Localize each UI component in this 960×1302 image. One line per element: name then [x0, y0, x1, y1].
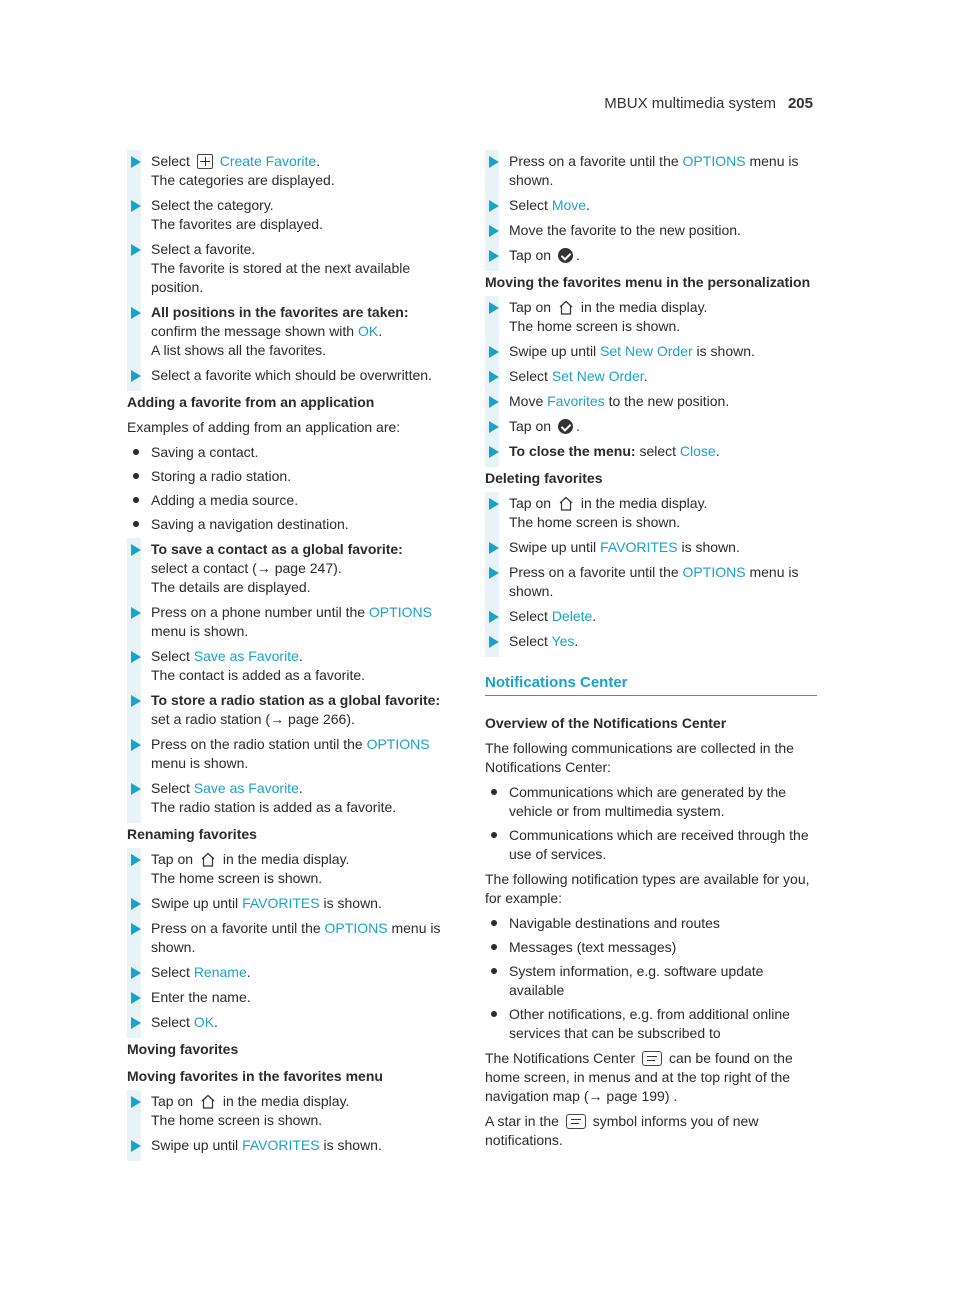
step-text: .: [575, 418, 580, 434]
set-new-order-link[interactable]: Set New Order: [551, 368, 644, 384]
step-text: in the media display.: [222, 851, 350, 867]
step-text: in the media display.: [580, 299, 708, 315]
step-arrow-icon: [489, 542, 499, 554]
step-text: Select the category.: [151, 197, 274, 213]
favorites-link[interactable]: FAVORITES: [242, 1137, 320, 1153]
step-text: .: [316, 153, 321, 169]
step-text: Press on the radio station until the: [151, 736, 363, 752]
notification-types-list: [485, 914, 817, 1043]
save-as-favorite-link[interactable]: Save as Favorite: [193, 780, 299, 796]
step-text: .: [298, 648, 303, 664]
heading-moving-in-menu: Moving favorites in the favorites menu: [127, 1068, 383, 1084]
paragraph-text: ) .: [664, 1088, 678, 1104]
home-icon: [200, 1094, 216, 1109]
check-icon: [558, 248, 573, 263]
step-text: .: [378, 323, 383, 339]
step-press-phone-number: [127, 603, 459, 641]
step-select-rename: [127, 963, 459, 982]
step-arrow-icon: [489, 200, 499, 212]
step-text: is shown.: [323, 895, 382, 911]
plus-icon: [197, 154, 213, 169]
step-press-favorite: [127, 919, 459, 957]
step-text: Press on a favorite until the: [151, 920, 321, 936]
step-select-delete: [485, 607, 817, 626]
step-text: Swipe up until: [151, 895, 239, 911]
step-text: Swipe up until: [151, 1137, 239, 1153]
paragraph-text: can be found on the home screen, in menus and at the top right of the navigation map (: [485, 1050, 793, 1104]
paragraph-text: A star in the: [485, 1113, 559, 1129]
step-text: is shown.: [323, 1137, 382, 1153]
step-select-favorite: [127, 240, 459, 297]
page-ref-arrow-icon: →: [270, 711, 285, 727]
step-press-favorite: [485, 152, 817, 190]
step-text: confirm the message shown with: [151, 323, 355, 339]
step-text: Tap on: [509, 418, 552, 434]
options-link[interactable]: OPTIONS: [366, 736, 430, 752]
step-save-as-favorite-contact: [127, 647, 459, 685]
step-text: in the media display.: [222, 1093, 350, 1109]
step-text: menu is shown.: [151, 623, 249, 639]
step-text: Select: [151, 648, 190, 664]
step-move-favorites: [485, 392, 817, 411]
step-text: Press on a favorite until the: [509, 153, 679, 169]
move-link[interactable]: Move: [551, 197, 587, 213]
step-arrow-icon: [489, 371, 499, 383]
step-text: Select: [509, 608, 548, 624]
list-item: Messages (text messages): [485, 938, 817, 957]
list-item: Communications which are generated by the vehicle or from multimedia system.: [485, 783, 817, 821]
home-icon: [558, 300, 574, 315]
list-item: Communications which are received through the use of services.: [485, 826, 817, 864]
step-select-category: [127, 196, 459, 234]
home-icon: [200, 852, 216, 867]
step-arrow-icon: [489, 611, 499, 623]
options-link[interactable]: OPTIONS: [324, 920, 388, 936]
favorites-link[interactable]: FAVORITES: [600, 539, 678, 555]
step-text: menu is shown.: [509, 153, 799, 188]
step-result: The favorites are displayed.: [151, 216, 323, 232]
yes-link[interactable]: Yes: [551, 633, 575, 649]
step-text: Move the favorite to the new position.: [509, 222, 741, 238]
delete-link[interactable]: Delete: [551, 608, 593, 624]
paragraph: Examples of adding from an application are:: [127, 419, 401, 435]
step-arrow-icon: [131, 898, 141, 910]
running-header: [604, 94, 813, 113]
step-text: .: [586, 197, 590, 213]
heading-moving-personalization: Moving the favorites menu in the personalization: [485, 274, 811, 290]
step-text: Select: [509, 368, 548, 384]
list-item: Adding a media source.: [127, 491, 459, 510]
step-positions-taken: [127, 303, 459, 360]
list-item: Navigable destinations and routes: [485, 914, 817, 933]
ok-link[interactable]: OK: [357, 323, 379, 339]
step-text: .: [246, 964, 251, 980]
step-text: Select: [151, 964, 190, 980]
step-arrow-icon: [489, 225, 499, 237]
step-result: A list shows all the favorites.: [151, 342, 327, 358]
step-arrow-icon: [489, 636, 499, 648]
home-icon: [558, 496, 574, 511]
paragraph: [485, 1049, 817, 1106]
step-arrow-icon: [489, 156, 499, 168]
set-new-order-link[interactable]: Set New Order: [600, 343, 693, 359]
list-item: Storing a radio station.: [127, 467, 459, 486]
step-arrow-icon: [131, 544, 141, 556]
heading-overview: Overview of the Notifications Center: [485, 715, 727, 731]
step-text: menu is shown.: [509, 564, 799, 599]
step-condition: To save a contact as a global favorite:: [151, 541, 403, 557]
step-arrow-icon: [131, 607, 141, 619]
step-text: select: [639, 443, 677, 459]
step-arrow-icon: [131, 854, 141, 866]
step-create-favorite: [127, 152, 459, 190]
notifications-icon: [642, 1051, 662, 1066]
step-text: in the media display.: [580, 495, 708, 511]
step-condition: To store a radio station as a global favorite:: [151, 692, 441, 708]
step-arrow-icon: [131, 156, 141, 168]
step-arrow-icon: [489, 250, 499, 262]
step-arrow-icon: [489, 567, 499, 579]
step-arrow-icon: [131, 651, 141, 663]
heading-adding-from-app: Adding a favorite from an application: [127, 394, 375, 410]
step-arrow-icon: [131, 200, 141, 212]
notifications-icon: [566, 1114, 586, 1129]
step-condition: All positions in the favorites are taken:: [151, 304, 409, 320]
paragraph-text: The Notifications Center: [485, 1050, 636, 1066]
step-tap-confirm: [485, 246, 817, 265]
step-result: The home screen is shown.: [509, 318, 681, 334]
step-text: select a contact (: [151, 560, 257, 576]
step-text: Select: [151, 780, 190, 796]
step-text: Select: [151, 153, 190, 169]
step-text: is shown.: [681, 539, 740, 555]
list-item: Other notifications, e.g. from additional online services that can be subscribed to: [485, 1005, 817, 1043]
heading-moving: Moving favorites: [127, 1041, 239, 1057]
step-arrow-icon: [131, 1096, 141, 1108]
step-save-as-favorite-radio: [127, 779, 459, 817]
heading-renaming: Renaming favorites: [127, 826, 257, 842]
options-link[interactable]: OPTIONS: [368, 604, 432, 620]
step-swipe-favorites: [485, 538, 817, 557]
app-examples-list: [127, 443, 459, 534]
step-save-contact: [127, 540, 459, 597]
list-item: Saving a contact.: [127, 443, 459, 462]
step-text: Tap on: [151, 851, 194, 867]
favorites-link[interactable]: FAVORITES: [242, 895, 320, 911]
step-select-ok: [127, 1013, 459, 1032]
page-reference[interactable]: page 199: [606, 1088, 665, 1104]
step-text: menu is shown.: [151, 755, 249, 771]
step-text: .: [643, 368, 648, 384]
step-tap-confirm: [485, 417, 817, 436]
step-text: Tap on: [509, 247, 552, 263]
create-favorite-link[interactable]: Create Favorite: [219, 153, 317, 169]
step-arrow-icon: [131, 967, 141, 979]
step-arrow-icon: [489, 421, 499, 433]
ok-link[interactable]: OK: [193, 1014, 215, 1030]
step-text: Press on a favorite until the: [509, 564, 679, 580]
step-arrow-icon: [131, 923, 141, 935]
step-arrow-icon: [489, 346, 499, 358]
step-tap-home: [485, 298, 817, 336]
step-enter-name: [127, 988, 459, 1007]
step-result: The categories are displayed.: [151, 172, 335, 188]
step-store-radio: [127, 691, 459, 729]
step-text: ).: [333, 560, 342, 576]
step-press-radio-station: [127, 735, 459, 773]
step-overwrite: [127, 366, 459, 385]
step-text: Select: [509, 633, 548, 649]
step-condition: To close the menu:: [509, 443, 636, 459]
paragraph: [485, 1112, 817, 1150]
step-text: Move: [509, 393, 544, 409]
step-text: Enter the name.: [151, 989, 251, 1005]
step-select-set-new-order: [485, 367, 817, 386]
step-arrow-icon: [489, 446, 499, 458]
check-icon: [558, 419, 573, 434]
step-text: Swipe up until: [509, 539, 597, 555]
step-text: ).: [346, 711, 355, 727]
step-arrow-icon: [131, 244, 141, 256]
step-arrow-icon: [489, 302, 499, 314]
step-text: Tap on: [151, 1093, 194, 1109]
close-link[interactable]: Close: [679, 443, 716, 459]
step-tap-home: [127, 850, 459, 888]
step-select-yes: [485, 632, 817, 651]
step-arrow-icon: [131, 1017, 141, 1029]
options-link[interactable]: OPTIONS: [682, 564, 746, 580]
step-result: The favorite is stored at the next available position.: [151, 260, 411, 295]
left-column: [127, 152, 459, 1161]
page-number: 205: [787, 95, 813, 112]
save-as-favorite-link[interactable]: Save as Favorite: [193, 648, 299, 664]
step-text: .: [715, 443, 720, 459]
rename-link[interactable]: Rename: [193, 964, 247, 980]
step-result: The radio station is added as a favorite.: [151, 799, 397, 815]
favorites-link[interactable]: Favorites: [547, 393, 605, 409]
step-text: .: [214, 1014, 218, 1030]
step-arrow-icon: [131, 739, 141, 751]
step-result: The contact is added as a favorite.: [151, 667, 366, 683]
step-swipe-favorites: [127, 894, 459, 913]
step-press-favorite: [485, 563, 817, 601]
list-item: System information, e.g. software update available: [485, 962, 817, 1000]
list-item: Saving a navigation destination.: [127, 515, 459, 534]
step-arrow-icon: [131, 307, 141, 319]
step-tap-home: [127, 1092, 459, 1130]
step-arrow-icon: [131, 783, 141, 795]
step-arrow-icon: [131, 992, 141, 1004]
step-tap-home: [485, 494, 817, 532]
step-text: Select a favorite.: [151, 241, 256, 257]
step-text: .: [575, 247, 580, 263]
step-text: is shown.: [696, 343, 755, 359]
heading-deleting: Deleting favorites: [485, 470, 603, 486]
page-ref-arrow-icon: →: [588, 1088, 603, 1104]
page-reference[interactable]: page 266: [287, 711, 347, 727]
step-arrow-icon: [489, 396, 499, 408]
step-select-move: [485, 196, 817, 215]
step-text: Tap on: [509, 495, 552, 511]
step-result: The details are displayed.: [151, 579, 311, 595]
step-text: menu is shown.: [151, 920, 441, 955]
step-close-menu: [485, 442, 817, 461]
step-arrow-icon: [131, 1140, 141, 1152]
step-text: Press on a phone number until the: [151, 604, 366, 620]
step-arrow-icon: [131, 695, 141, 707]
step-text: set a radio station (: [151, 711, 271, 727]
step-text: .: [298, 780, 303, 796]
page-ref-arrow-icon: →: [256, 560, 271, 576]
step-result: The home screen is shown.: [151, 870, 323, 886]
step-text: .: [592, 608, 597, 624]
section-title-notifications: Notifications Center: [485, 673, 817, 696]
step-arrow-icon: [489, 498, 499, 510]
step-text: .: [574, 633, 579, 649]
step-text: Select: [151, 1014, 190, 1030]
paragraph: The following notification types are available for you, for example:: [485, 871, 810, 906]
step-arrow-icon: [131, 370, 141, 382]
step-text: Swipe up until: [509, 343, 597, 359]
step-text: Select a favorite which should be overwritten.: [151, 367, 432, 383]
step-result: The home screen is shown.: [509, 514, 681, 530]
step-move-favorite: [485, 221, 817, 240]
step-text: to the new position.: [608, 393, 730, 409]
page-reference[interactable]: page 247: [274, 560, 334, 576]
step-text: Tap on: [509, 299, 552, 315]
right-column: [485, 152, 817, 1156]
paragraph-text: symbol informs you of new notifications.: [485, 1113, 759, 1148]
step-swipe-favorites: [127, 1136, 459, 1155]
step-swipe-set-new-order: [485, 342, 817, 361]
step-text: Select: [509, 197, 548, 213]
communications-list: [485, 783, 817, 864]
options-link[interactable]: OPTIONS: [682, 153, 746, 169]
paragraph: The following communications are collected in the Notifications Center:: [485, 740, 794, 775]
header-title: MBUX multimedia system: [604, 95, 776, 112]
step-result: The home screen is shown.: [151, 1112, 323, 1128]
